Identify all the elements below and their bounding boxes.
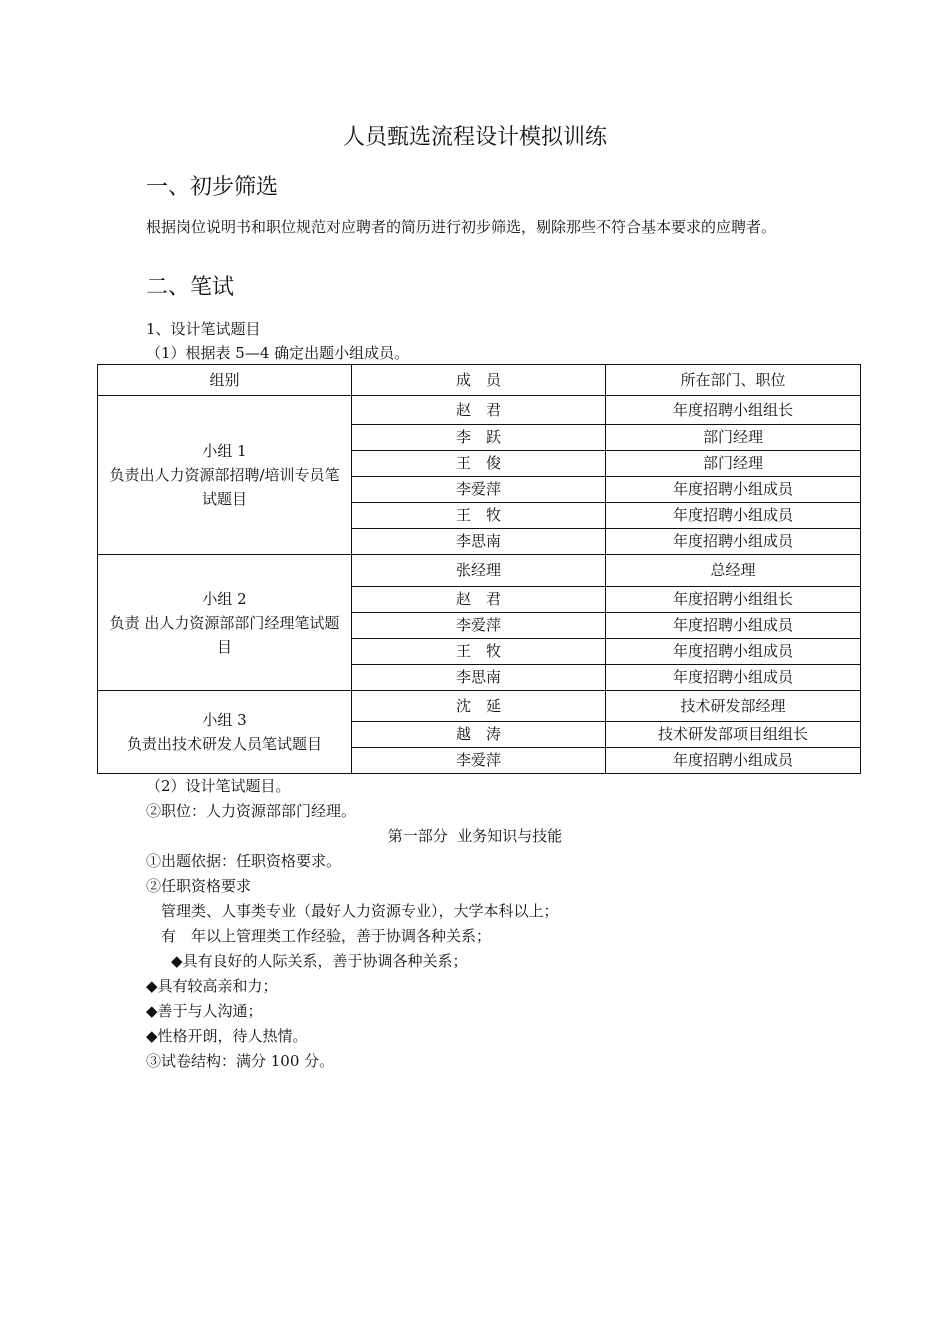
section-heading-written-test: 二、笔试	[146, 275, 235, 300]
group-cell-3	[98, 691, 352, 774]
member-name: 赵 君	[352, 396, 606, 425]
paper-structure-line: ③试卷结构：满分 100 分。	[146, 1052, 335, 1070]
member-position: 年度招聘小组成员	[606, 665, 861, 691]
member-name: 赵 君	[352, 587, 606, 613]
requirement-item: 管理类、人事类专业（最好人力资源专业），大学本科以上；	[161, 902, 559, 920]
member-name: 李思南	[352, 529, 606, 555]
table-header-row	[98, 365, 861, 396]
member-position: 年度招聘小组成员	[606, 639, 861, 665]
header-position: 所在部门、职位	[606, 365, 861, 396]
requirement-item: ◆性格开朗，待人热情。	[146, 1027, 308, 1045]
member-position: 年度招聘小组成员	[606, 477, 861, 503]
member-position: 年度招聘小组成员	[606, 529, 861, 555]
member-position: 年度招聘小组成员	[606, 503, 861, 529]
member-name: 李 跃	[352, 425, 606, 451]
group-desc: 负责出技术研发人员笔试题目	[126, 735, 322, 753]
design-questions-line: （2）设计笔试题目。	[146, 777, 291, 795]
subheading-design-questions: 1、设计笔试题目	[146, 320, 261, 338]
requirements-heading: ②任职资格要求	[146, 877, 252, 895]
table-row	[98, 396, 861, 425]
member-position: 技术研发部经理	[606, 691, 861, 722]
document-title: 人员甄选流程设计模拟训练	[342, 125, 607, 150]
member-name: 越 涛	[352, 722, 606, 748]
requirement-item: ◆善于与人沟通；	[146, 1002, 263, 1020]
member-name: 张经理	[352, 555, 606, 587]
member-position: 部门经理	[606, 451, 861, 477]
member-name: 李爱萍	[352, 748, 606, 774]
member-name: 王 牧	[352, 503, 606, 529]
member-name: 李爱萍	[352, 613, 606, 639]
group-cell-1	[98, 396, 352, 555]
question-basis-line: ①出题依据：任职资格要求。	[146, 852, 342, 870]
member-position: 部门经理	[606, 425, 861, 451]
member-position: 总经理	[606, 555, 861, 587]
member-name: 王 俊	[352, 451, 606, 477]
group-name: 小组 1	[202, 442, 247, 460]
requirement-item: ◆具有良好的人际关系，善于协调各种关系；	[171, 952, 468, 970]
table-row	[98, 691, 861, 722]
part-one-title: 第一部分 业务知识与技能	[387, 827, 563, 845]
table-intro-note: （1）根据表 5—4 确定出题小组成员。	[146, 344, 410, 362]
member-name: 王 牧	[352, 639, 606, 665]
member-position: 技术研发部项目组组长	[606, 722, 861, 748]
requirement-item: ◆具有较高亲和力；	[146, 977, 278, 995]
member-name: 李思南	[352, 665, 606, 691]
table-row	[98, 555, 861, 587]
group-desc: 负责 出人力资源部部门经理笔试题目	[109, 613, 340, 656]
position-line: ②职位：人力资源部部门经理。	[146, 802, 357, 820]
group-name: 小组 2	[202, 589, 247, 608]
group-cell-2	[98, 555, 352, 691]
header-group: 组别	[98, 365, 352, 396]
member-name: 沈 延	[352, 691, 606, 722]
section-heading-screening: 一、初步筛选	[146, 175, 279, 200]
screening-paragraph: 根据岗位说明书和职位规范对应聘者的简历进行初步筛选，剔除那些不符合基本要求的应聘者。	[146, 218, 777, 236]
question-group-table	[97, 364, 861, 774]
group-desc: 负责出人力资源部招聘/培训专员笔试题目	[109, 466, 340, 508]
requirement-item: 有 年以上管理类工作经验，善于协调各种关系；	[161, 927, 492, 945]
group-name: 小组 3	[202, 711, 247, 729]
member-position: 年度招聘小组成员	[606, 613, 861, 639]
member-position: 年度招聘小组组长	[606, 587, 861, 613]
member-position: 年度招聘小组组长	[606, 396, 861, 425]
member-position: 年度招聘小组成员	[606, 748, 861, 774]
header-member: 成 员	[352, 365, 606, 396]
member-name: 李爱萍	[352, 477, 606, 503]
